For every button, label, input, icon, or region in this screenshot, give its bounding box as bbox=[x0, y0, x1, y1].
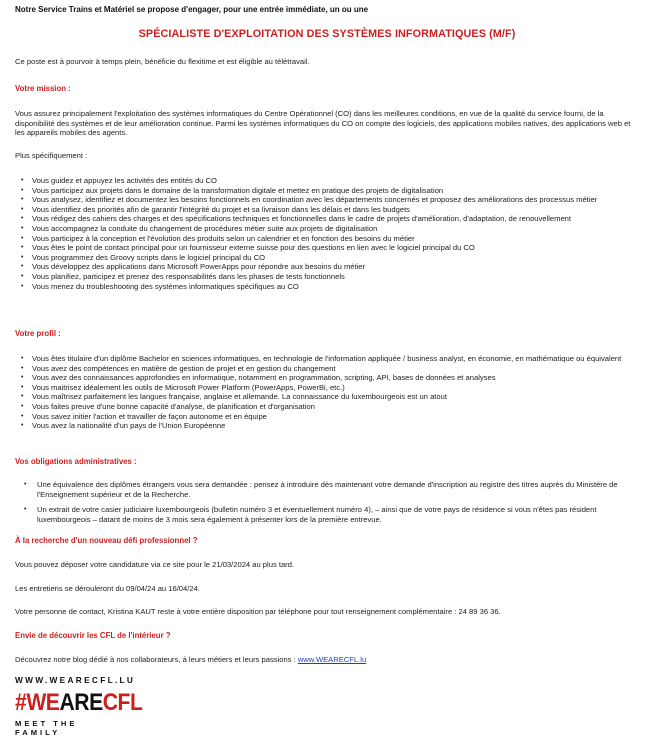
discover-paragraph bbox=[15, 655, 633, 665]
list-item: • Vous êtes titulaire d'un diplôme Bachelor en sciences informatiques, en technologie de l'information appliquée / business analyst, en économie, en mathématique ou équivalent bbox=[15, 354, 633, 364]
logo-are: ARE bbox=[59, 688, 103, 716]
discover-text: Découvrez notre blog dédié à nos collaborateurs, à leurs métiers et leurs passions : bbox=[15, 655, 298, 664]
list-item: • Vous avez la nationalité d'un pays de l'Union Européenne bbox=[15, 421, 633, 431]
application-deadline: Vous pouvez déposer votre candidature via ce site pour le 21/03/2024 au plus tard. bbox=[15, 560, 295, 569]
logo-we: WE bbox=[26, 688, 60, 716]
list-item: • Une équivalence des diplômes étrangers vous sera demandée : pensez à introduire dès maintenant votre demande d'inscription au registre des titres auprès du Ministère de l'Enseignement supérieur et de la Recherche. bbox=[15, 480, 633, 499]
list-item: • Vous menez du troubleshooting des systèmes informatiques spécifiques au CO bbox=[15, 282, 633, 292]
list-item: • Vous planifiez, participez et prenez des responsabilités dans les phases de tests fonctionnels bbox=[15, 272, 633, 282]
list-item: • Vous maitrisez idéalement les outils de Microsoft Power Platform (PowerApps, PowerBi, etc.) bbox=[15, 383, 633, 393]
blog-link[interactable]: www.WEARECFL.lu bbox=[297, 655, 367, 664]
logo-cfl: CFL bbox=[102, 688, 143, 716]
mission-paragraph: Vous assurez principalement l'exploitation des systèmes informatiques du Centre Opérationnel (CO) dans les meilleures conditions, en vue de la qualité du service fourni, de la disponibilité des systèmes et de leur amélioration continue. Parmi les systèmes informatiques du CO on compte des logiciels, des applications mobiles natives, des applications web et les appareils mobiles des agents. bbox=[15, 109, 631, 138]
wearecfl-logo bbox=[15, 675, 143, 738]
logo-wordmark bbox=[15, 688, 143, 716]
list-item: • Vous participez à la conception et l'évolution des produits selon un calendrier et en fonction des besoins du métier bbox=[15, 234, 633, 244]
mission-list bbox=[15, 176, 633, 291]
list-item: • Vous participez aux projets dans le domaine de la transformation digitale et mettez en pratique des projets de digitalisation bbox=[15, 186, 633, 196]
intro-text: Notre Service Trains et Matériel se propose d'engager, pour une entrée immédiate, un ou une bbox=[15, 5, 369, 14]
application-heading: À la recherche d'un nouveau défi professionnel ? bbox=[15, 536, 198, 545]
list-item: • Un extrait de votre casier judiciaire luxembourgeois (bulletin numéro 3 et éventuellement numéro 4), – ainsi que de votre pays de résidence si vous n'êtes pas résident luxembourgeois – datant de moins de 3 mois sera également à présenter lors de la première entrevue. bbox=[15, 505, 633, 524]
list-item: • Vous rédigez des cahiers des charges et des spécifications techniques et fonctionnelles dans le cadre de projets d'amélioration, d'adaptation, de renouvellement bbox=[15, 214, 633, 224]
job-title: SPÉCIALISTE D'EXPLOITATION DES SYSTÈMES INFORMATIQUES (M/F) bbox=[138, 28, 516, 40]
obligations-heading: Vos obligations administratives : bbox=[15, 457, 137, 466]
list-item: • Vous accompagnez la conduite du changement de procédures métier suite aux projets de digitalisation bbox=[15, 224, 633, 234]
list-item: • Vous analysez, identifiez et documentez les besoins fonctionnels en coordination avec les départements concernés et proposez des améliorations des processus métier bbox=[15, 195, 633, 205]
list-item: • Vous avez des compétences en matière de gestion de projet et en gestion du changement bbox=[15, 364, 633, 374]
list-item: • Vous identifiez des priorités afin de garantir l'intégrité du projet et sa livraison dans les délais et dans les budgets bbox=[15, 205, 633, 215]
interview-dates: Les entretiens se dérouleront du 09/04/24 au 16/04/24. bbox=[15, 584, 200, 593]
list-item: • Vous savez initier l'action et travailler de façon autonome et en équipe bbox=[15, 412, 633, 422]
list-item: • Vous développez des applications dans Microsoft PowerApps pour répondre aux besoins du métier bbox=[15, 262, 633, 272]
list-item: • Vous guidez et appuyez les activités des entités du CO bbox=[15, 176, 633, 186]
logo-url: WWW.WEARECFL.LU bbox=[15, 675, 136, 685]
list-item: • Vous programmez des Groovy scripts dans le logiciel principal du CO bbox=[15, 253, 633, 263]
position-note: Ce poste est à pourvoir à temps plein, bénéficie du flexitime et est éligible au télétravail. bbox=[15, 57, 310, 66]
mission-heading: Votre mission : bbox=[15, 84, 71, 93]
logo-tagline: MEET THE FAMILY bbox=[15, 718, 78, 738]
logo-hash: # bbox=[15, 688, 27, 716]
mission-more-label: Plus spécifiquement : bbox=[15, 151, 88, 160]
list-item: • Vous faites preuve d'une bonne capacité d'analyse, de planification et d'organisation bbox=[15, 402, 633, 412]
obligations-list bbox=[15, 480, 633, 530]
list-item: • Vous êtes le point de contact principal pour un fournisseur externe suisse pour des questions en lien avec le logiciel principal du CO bbox=[15, 243, 633, 253]
list-item: • Vous maîtrisez parfaitement les langues française, anglaise et allemande. La connaissance du luxembourgeois est un atout bbox=[15, 392, 633, 402]
profile-heading: Votre profil : bbox=[15, 329, 61, 338]
contact-info: Votre personne de contact, Kristina KAUT reste à votre entière disposition par téléphone pour tout renseignement complémentaire : 24 89 36 36. bbox=[15, 607, 501, 616]
list-item: • Vous avez des connaissances approfondies en informatique, notamment en programmation, scripting, API, bases de données et analyses bbox=[15, 373, 633, 383]
discover-heading: Envie de découvrir les CFL de l'intérieur ? bbox=[15, 631, 171, 640]
profile-list bbox=[15, 354, 633, 431]
